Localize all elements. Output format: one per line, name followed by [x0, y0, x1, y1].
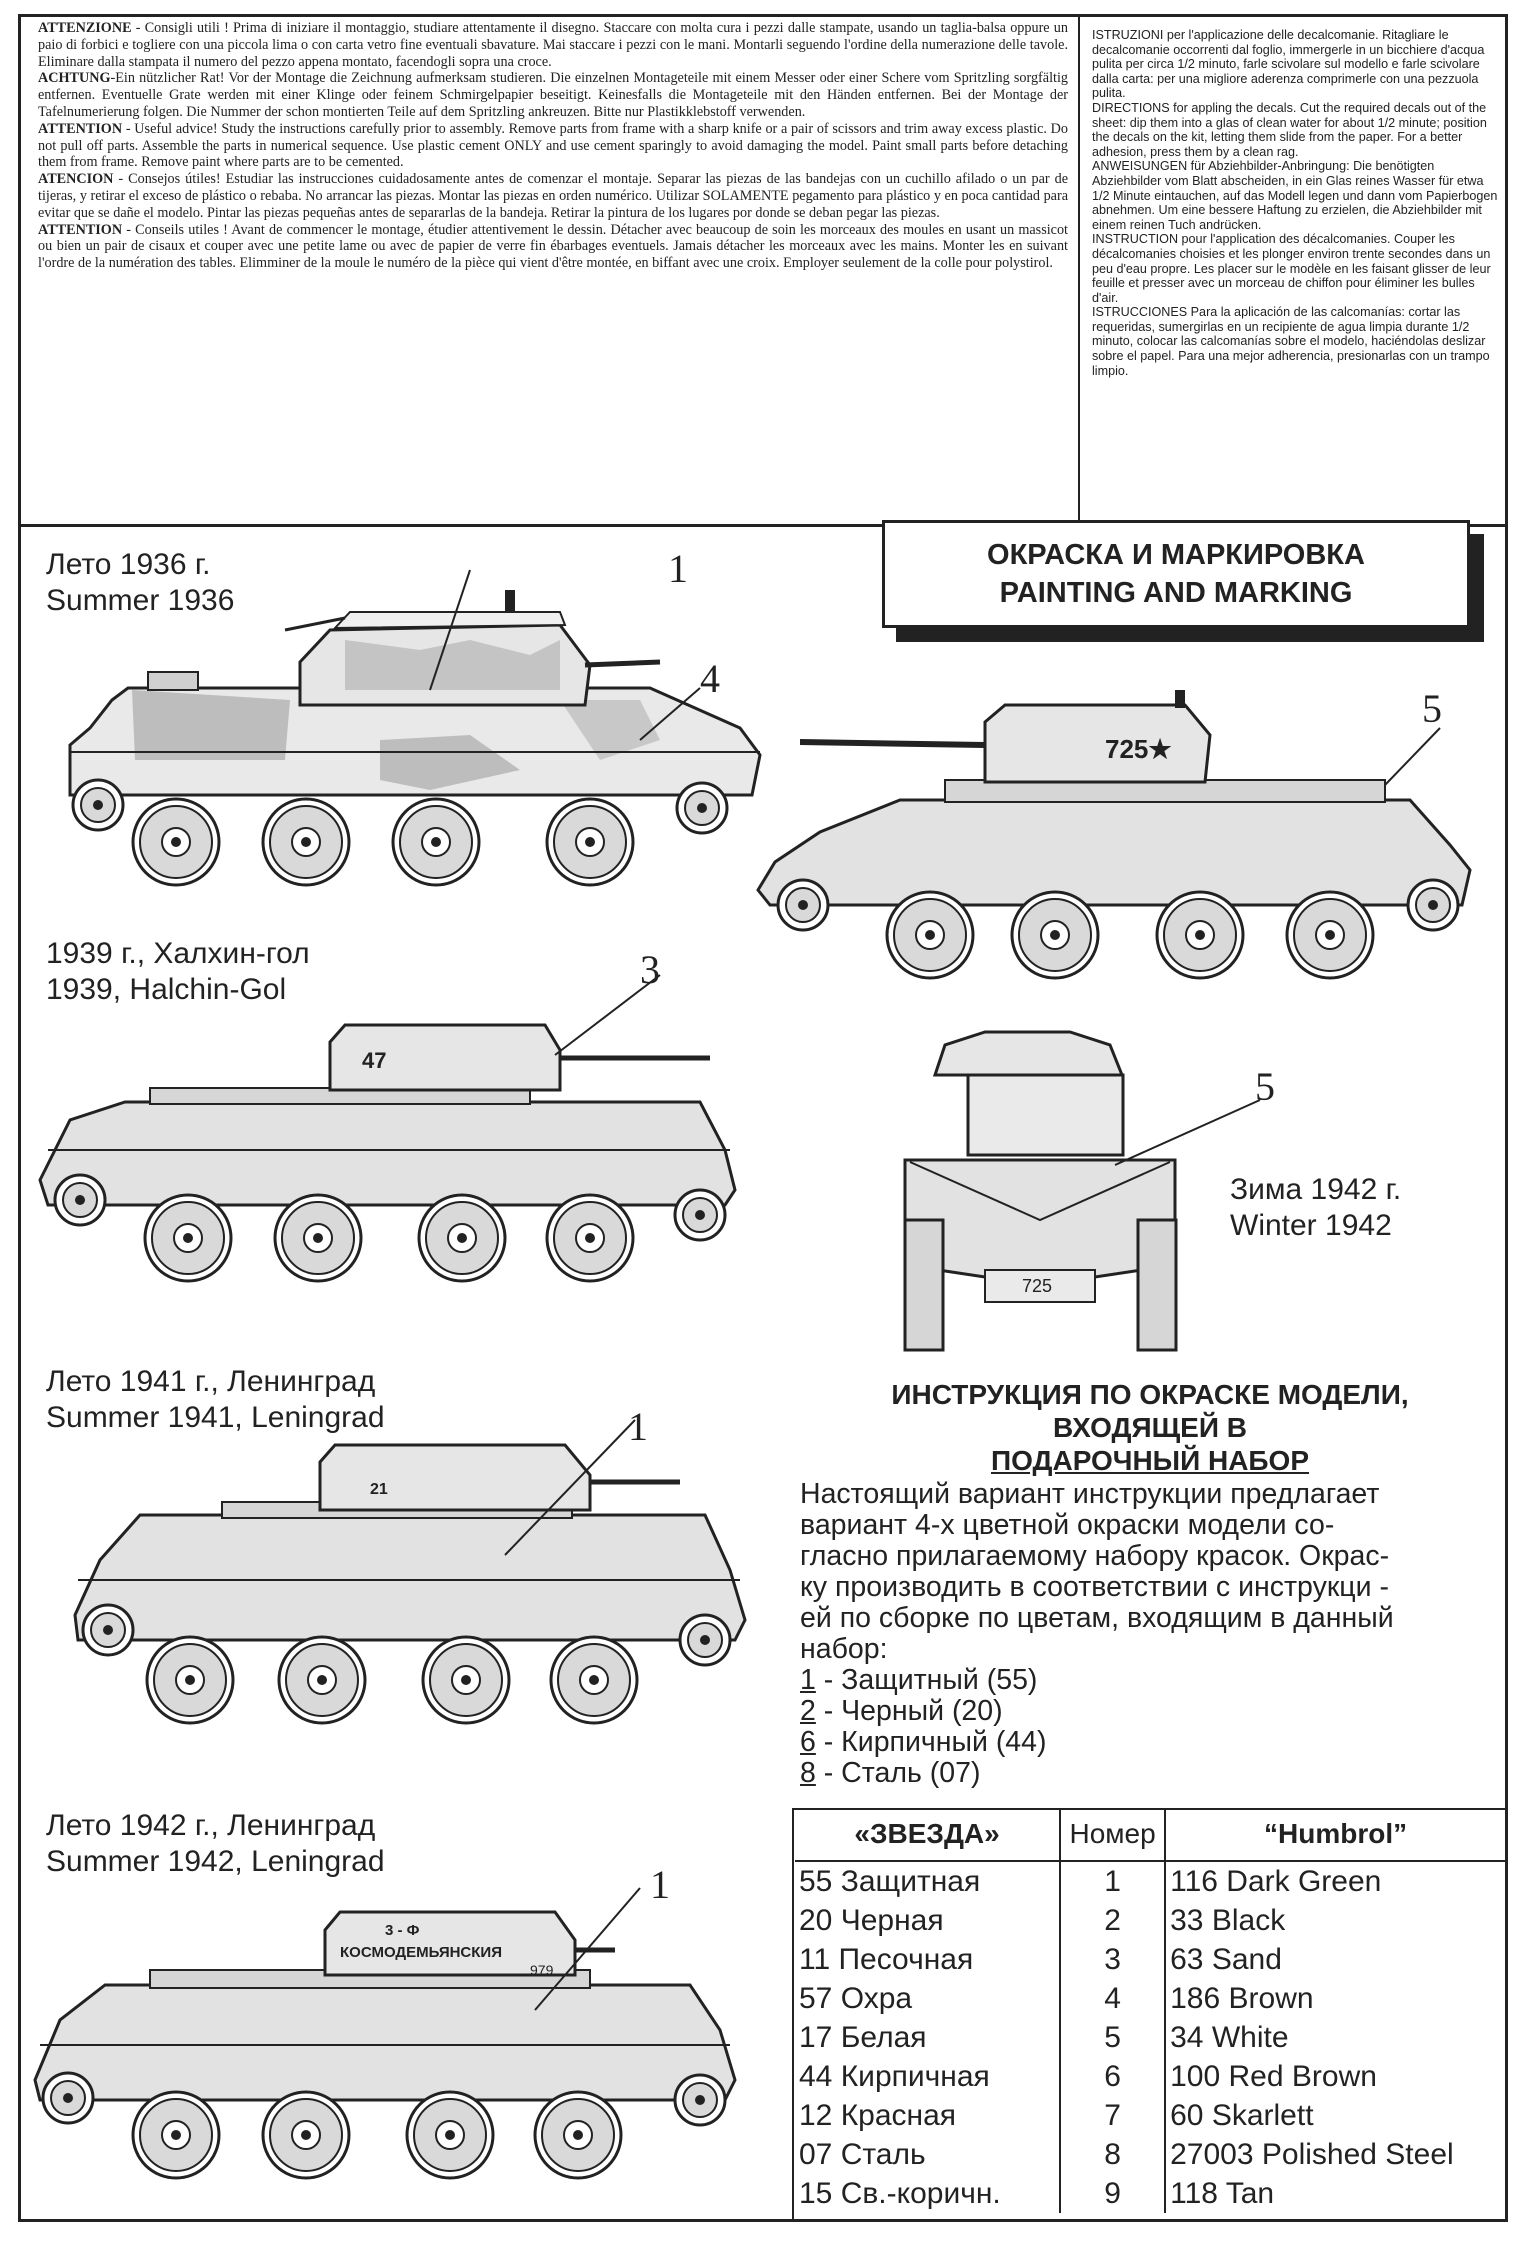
- decal-french: INSTRUCTION pour l'application des décalcomanies. Couper les décalcomanies choisies et les plonger environ trente secondes dans un peu d'eau propre. Les placer sur le modèle en les faisant glisser de leur feuille et presser avec un morceau de chiffon pour éliminer les bulles d'air.: [1092, 232, 1491, 305]
- paint-index: 8: [1060, 2135, 1165, 2174]
- instructions-body: [800, 1479, 1500, 1789]
- turret-slogan-3: 979: [530, 1962, 554, 1978]
- caption-en: Summer 1936: [46, 584, 235, 617]
- paint-number: 8: [800, 1757, 816, 1789]
- decal-german: ANWEISUNGEN für Abziehbilder-Anbringung: Die benötigten Abziehbilder vom Blatt abscheiden, in ein Glas reines Wasser für etwa 1/2 Minute eintauchen, auf das Modell legen und dann vom Papierbogen abnehmen. Um eine bessere Haftung zu erzielen, die Abziehbilder mit einem reinen Tuch andrücken.: [1092, 159, 1498, 232]
- body-line: Настоящий вариант инструкции предлагает: [800, 1478, 1380, 1510]
- paint-index: 9: [1060, 2174, 1165, 2213]
- paint-table: [795, 1808, 1505, 2213]
- zvezda-paint: 12 Красная: [795, 2096, 1060, 2135]
- table-header-row: [795, 1808, 1505, 1861]
- callout-number: 5: [1255, 1064, 1275, 1109]
- gift-set-instructions: [800, 1378, 1500, 1789]
- caption-ru: 1939 г., Халхин-гол: [46, 937, 310, 970]
- rear-number-725: 725: [1022, 1276, 1053, 1296]
- zvezda-paint: 17 Белая: [795, 2018, 1060, 2057]
- paint-item: [800, 1696, 1500, 1727]
- header-humbrol: “Humbrol”: [1165, 1808, 1505, 1861]
- advice-english: ATTENTION - Useful advice! Study the instructions carefully prior to assembly. Remove parts from frame with a sharp knife or a pair of scissors and trim away excess plastic. Do not pull off parts. Assemble the parts in numerical sequence. Use plastic cement ONLY and use cement sparingly to avoid damaging the model. Paint small parts before detaching them from frame. Remove paint where parts are to be cemented.: [38, 120, 1068, 171]
- paint-number: 2: [800, 1695, 816, 1727]
- decal-english: DIRECTIONS for appling the decals. Cut the required decals out of the sheet: dip them into a glas of clean water for about 1/2 minute; position the decals on the kit, letting them slide from the paper. For a better adhesion, press them by a clean rag.: [1092, 100, 1487, 159]
- zvezda-paint: 11 Песочная: [795, 1940, 1060, 1979]
- paint-index: 1: [1060, 1861, 1165, 1901]
- humbrol-paint: 118 Tan: [1170, 2176, 1275, 2210]
- zvezda-paint: 57 Охра: [795, 1979, 1060, 2018]
- instructions-heading-2: ВХОДЯЩЕЙ В: [1053, 1412, 1247, 1443]
- callout-number: 1: [628, 1404, 648, 1449]
- paint-index: 3: [1060, 1940, 1165, 1979]
- turret-slogan-2: КОСМОДЕМЬЯНСКИЯ: [340, 1944, 502, 1961]
- section-title-ru: ОКРАСКА И МАРКИРОВКА: [987, 539, 1365, 571]
- caption-en: 1939, Halchin-Gol: [46, 973, 287, 1006]
- table-row: [795, 1979, 1505, 2018]
- turret-number-21: 21: [370, 1481, 388, 1498]
- caption-ru: Лето 1936 г.: [46, 548, 211, 581]
- body-line: вариант 4-х цветной окраски модели со-: [800, 1509, 1335, 1541]
- paint-index: 6: [1060, 2057, 1165, 2096]
- callout-number: 1: [668, 546, 688, 591]
- body-line: набор:: [800, 1633, 888, 1665]
- table-row: [795, 2174, 1505, 2213]
- advice-french: ATTENTION - Conseils utiles ! Avant de commencer le montage, étudier attentivement le dessin. Détacher avec beaucoup de soin les morceaux des moules en usant un massicot ou bien un pair de cisaux et couper avec une petite lame ou avec de papier de verre fin ébarbages eventuels. Jamais détacher les morceaux avec les mains. Monter les en suivant l'ordre de la numération des tables. Elimminer de la moule le numéro de la pièce qui vient d'être montée, en biffant avec une croix. Employer seulement de la colle pour polystirol.: [38, 221, 1068, 272]
- paint-label: - Кирпичный (44): [815, 1726, 1047, 1758]
- table-row: [795, 2096, 1505, 2135]
- paint-number: 6: [800, 1726, 816, 1758]
- zvezda-paint: 15 Св.-коричн.: [795, 2174, 1060, 2213]
- paint-item: [800, 1665, 1500, 1696]
- callout-number: 1: [650, 1862, 670, 1907]
- paint-label: - Черный (20): [815, 1695, 1003, 1727]
- tank-halchin-gol: [40, 975, 735, 1281]
- callout-number: 3: [640, 947, 660, 992]
- humbrol-paint: 60 Skarlett: [1170, 2098, 1314, 2132]
- header-zvezda: «ЗВЕЗДА»: [795, 1808, 1060, 1861]
- tank-summer-1941: [75, 1420, 745, 1723]
- table-row: [795, 2135, 1505, 2174]
- zvezda-paint: 20 Черная: [795, 1901, 1060, 1940]
- decal-italian: ISTRUZIONI per l'applicazione delle decalcomanie. Ritagliare le decalcomanie occorrenti dal foglio, immergerle in un bicchiere d'acqua pulita per circa 1/2 minuto, farle scivolare sul modello e farle scivolare dalla carta: per una migliore aderenza comprimerle con una pezzuola pulita.: [1092, 28, 1485, 101]
- zvezda-paint: 55 Защитная: [795, 1861, 1060, 1901]
- body-line: гласно прилагаемому набору красок. Окрас-: [800, 1540, 1390, 1572]
- humbrol-paint: 186 Brown: [1170, 1981, 1314, 2015]
- zvezda-paint: 44 Кирпичная: [795, 2057, 1060, 2096]
- paint-item: [800, 1758, 1500, 1789]
- paint-index: 5: [1060, 2018, 1165, 2057]
- paint-index: 2: [1060, 1901, 1165, 1940]
- caption-en: Summer 1942, Leningrad: [46, 1845, 385, 1878]
- humbrol-paint: 116 Dark Green: [1170, 1864, 1382, 1898]
- table-row: [795, 2057, 1505, 2096]
- table-row: [795, 1901, 1505, 1940]
- body-line: ку производить в соответствии с инструкци -: [800, 1571, 1389, 1603]
- humbrol-paint: 33 Black: [1170, 1903, 1286, 1937]
- caption-ru: Зима 1942 г.: [1230, 1173, 1402, 1206]
- caption-en: Summer 1941, Leningrad: [46, 1401, 385, 1434]
- turret-number-725: 725★: [1105, 734, 1172, 764]
- paint-item: [800, 1727, 1500, 1758]
- table-row: [795, 2018, 1505, 2057]
- advice-german: ACHTUNG-Ein nützlicher Rat! Vor der Montage die Zeichnung aufmerksam studieren. Die einzelnen Montageteile mit einem Messer oder einer Schere vom Spritzling sorgfältig entfernen. Eventuelle Grate werden mit einer Klinge oder feinem Schmirgelpapier beseitigt. Keinesfalls die Montageteile mit den Händen entfernen. Bei der Montage der Tafelnumerierung folgen. Die Nummer der schon montierten Teile auf dem Spritzling ankreuzen. Bitte nur Plastikklebstoff verwenden.: [38, 70, 1068, 120]
- caption-ru: Лето 1942 г., Ленинград: [46, 1809, 376, 1842]
- body-line: ей по сборке по цветам, входящим в данный: [800, 1602, 1394, 1634]
- decal-spanish: ISTRUCCIONES Para la aplicación de las calcomanías: cortar las requeridas, sumergirlas en un recipiente de agua limpia durante 1/2 minuto, colocar las calcomanías sobre el modelo, haciéndolas deslizar sobre el papel. Para una mejor adherencia, presionarlas con un trampo limpio.: [1092, 305, 1490, 378]
- callout-number: 5: [1422, 686, 1442, 731]
- turret-slogan-1: 3 - Ф: [385, 1922, 420, 1939]
- paint-index: 7: [1060, 2096, 1165, 2135]
- callout-number: 4: [700, 656, 720, 701]
- humbrol-paint: 63 Sand: [1170, 1942, 1282, 1976]
- humbrol-paint: 100 Red Brown: [1170, 2059, 1377, 2093]
- instructions-heading-1: ИНСТРУКЦИЯ ПО ОКРАСКЕ МОДЕЛИ,: [891, 1379, 1409, 1410]
- paint-label: - Сталь (07): [815, 1757, 981, 1789]
- table-row: [795, 1861, 1505, 1901]
- instructions-heading-3: ПОДАРОЧНЫЙ НАБОР: [990, 1445, 1310, 1476]
- paint-label: - Защитный (55): [815, 1664, 1038, 1696]
- advice-spanish: ATENCION - Consejos útiles! Estudiar las instrucciones cuidadosamente antes de comenzar el montaje. Separar las piezas de las bandejas con un cuchillo afilado o un par de tijeras, y retirar el exceso de plástico o rebaba. No arrancar las piezas. Montar las piezas en orden numérico. Utilizar SOLAMENTE pegamento para plástico y en poca cantidad para evitar que se dañe el modelo. Pintar las piezas pequeñas antes de separarlas de la bandeja. Retirar la pintura de los lugares por donde se deban pegar las piezas.: [38, 171, 1068, 221]
- paint-index: 4: [1060, 1979, 1165, 2018]
- tank-summer-1936: [70, 570, 760, 885]
- caption-en: Winter 1942: [1230, 1209, 1392, 1242]
- advice-italian: ATTENZIONE - Consigli utili ! Prima di iniziare il montaggio, studiare attentamente il disegno. Staccare con molta cura i pezzi dalle stampate, usando un taglia-balsa oppure un paio di forbici e togliere con una piccola lima o con carta vetro fine eventuali sbavature. Mai staccare i pezzi con le mani. Montarli seguendo l'ordine della numerazione delle tavole. Eliminare dalla stampata il numero del pezzo appena montato, facendogli sopra una croce.: [38, 20, 1068, 70]
- header-number: Номер: [1060, 1808, 1165, 1861]
- table-row: [795, 1940, 1505, 1979]
- section-title-en: PAINTING AND MARKING: [999, 577, 1353, 609]
- turret-number-47: 47: [362, 1048, 387, 1073]
- tank-winter-1942-rear: [905, 1032, 1260, 1350]
- humbrol-paint: 27003 Polished Steel: [1170, 2137, 1454, 2171]
- caption-ru: Лето 1941 г., Ленинград: [46, 1365, 376, 1398]
- paint-number: 1: [800, 1664, 816, 1696]
- humbrol-paint: 34 White: [1170, 2020, 1289, 2054]
- zvezda-paint: 07 Сталь: [795, 2135, 1060, 2174]
